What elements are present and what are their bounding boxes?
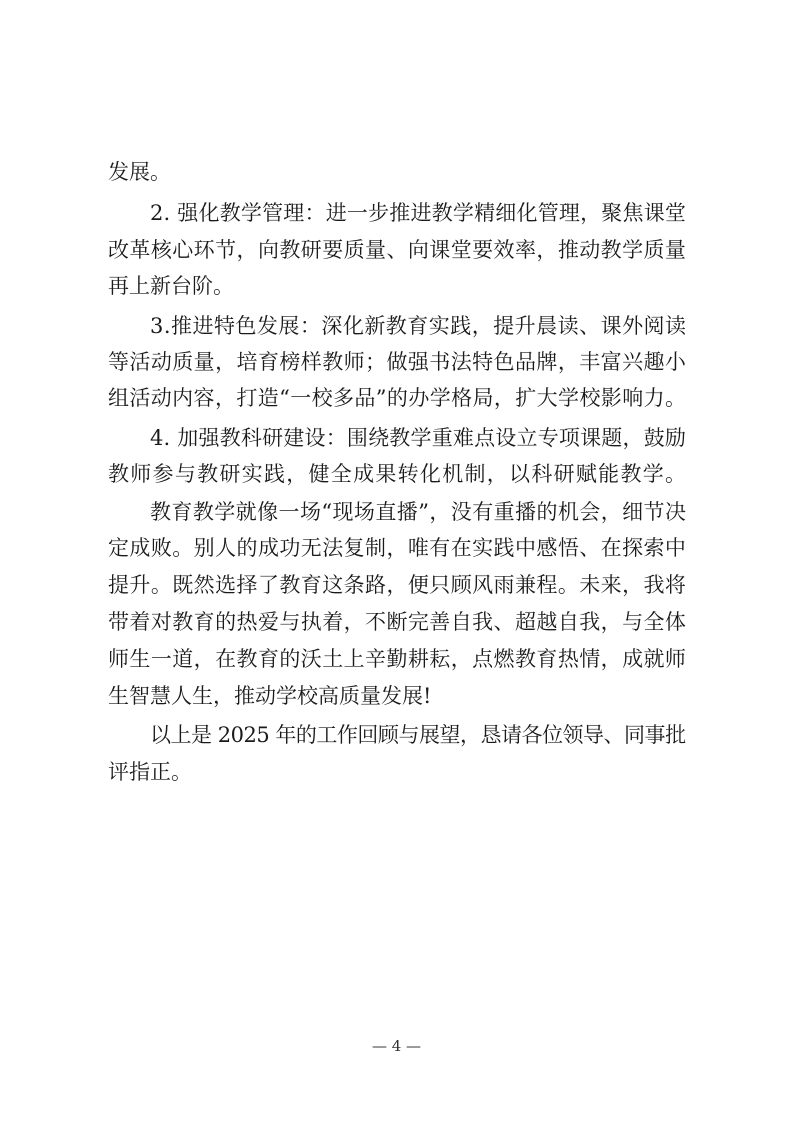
line-text: 3.推进特色发展：深化新教育实践，提升晨读、课外阅读 bbox=[150, 314, 687, 338]
line-text: 组活动内容，打造“一校多品”的办学格局，扩大学校影响力。 bbox=[108, 386, 687, 410]
text-line bbox=[0, 604, 793, 640]
text-line bbox=[0, 344, 793, 380]
text-line bbox=[0, 154, 793, 190]
text-line bbox=[0, 268, 793, 304]
text-line bbox=[0, 567, 793, 603]
line-text: 等活动质量，培育榜样教师；做强书法特色品牌，丰富兴趣小 bbox=[108, 350, 687, 374]
line-text: 提升。既然选择了教育这条路，便只顾风雨兼程。未来，我将 bbox=[108, 573, 687, 597]
line-text: 教育教学就像一场“现场直播”，没有重播的机会，细节决 bbox=[150, 500, 687, 524]
text-line bbox=[0, 717, 793, 753]
text-line bbox=[0, 530, 793, 566]
text-line bbox=[0, 494, 793, 530]
text-line bbox=[0, 420, 793, 456]
text-line bbox=[0, 380, 793, 416]
line-text: 发展。 bbox=[108, 160, 171, 184]
line-text: 师生一道，在教育的沃土上辛勤耕耘，点燃教育热情，成就师 bbox=[108, 647, 687, 671]
line-text: 2. 强化教学管理：进一步推进教学精细化管理，聚焦课堂 bbox=[150, 201, 687, 225]
text-line bbox=[0, 308, 793, 344]
line-text: 定成败。别人的成功无法复制，唯有在实践中感悟、在探索中 bbox=[108, 536, 687, 560]
text-line bbox=[0, 232, 793, 268]
line-text: 再上新台阶。 bbox=[108, 274, 234, 298]
line-text: 生智慧人生，推动学校高质量发展! bbox=[108, 684, 432, 708]
line-text: 改革核心环节，向教研要质量、向课堂要效率，推动教学质量 bbox=[108, 238, 687, 262]
text-line bbox=[0, 195, 793, 231]
text-line bbox=[0, 641, 793, 677]
line-text: 带着对教育的热爱与执着，不断完善自我、超越自我，与全体 bbox=[108, 610, 687, 634]
text-line bbox=[0, 456, 793, 492]
line-text: 评指正。 bbox=[108, 760, 192, 784]
text-line bbox=[0, 678, 793, 714]
line-text: 以上是 2025 年的工作回顾与展望，恳请各位领导、同事批 bbox=[150, 723, 686, 747]
line-text: 4. 加强教科研建设：围绕教学重难点设立专项课题，鼓励 bbox=[150, 426, 687, 450]
text-line bbox=[0, 754, 793, 790]
line-text: 教师参与教研实践，健全成果转化机制，以科研赋能教学。 bbox=[108, 462, 688, 486]
page-number: — 4 — bbox=[371, 1037, 422, 1055]
